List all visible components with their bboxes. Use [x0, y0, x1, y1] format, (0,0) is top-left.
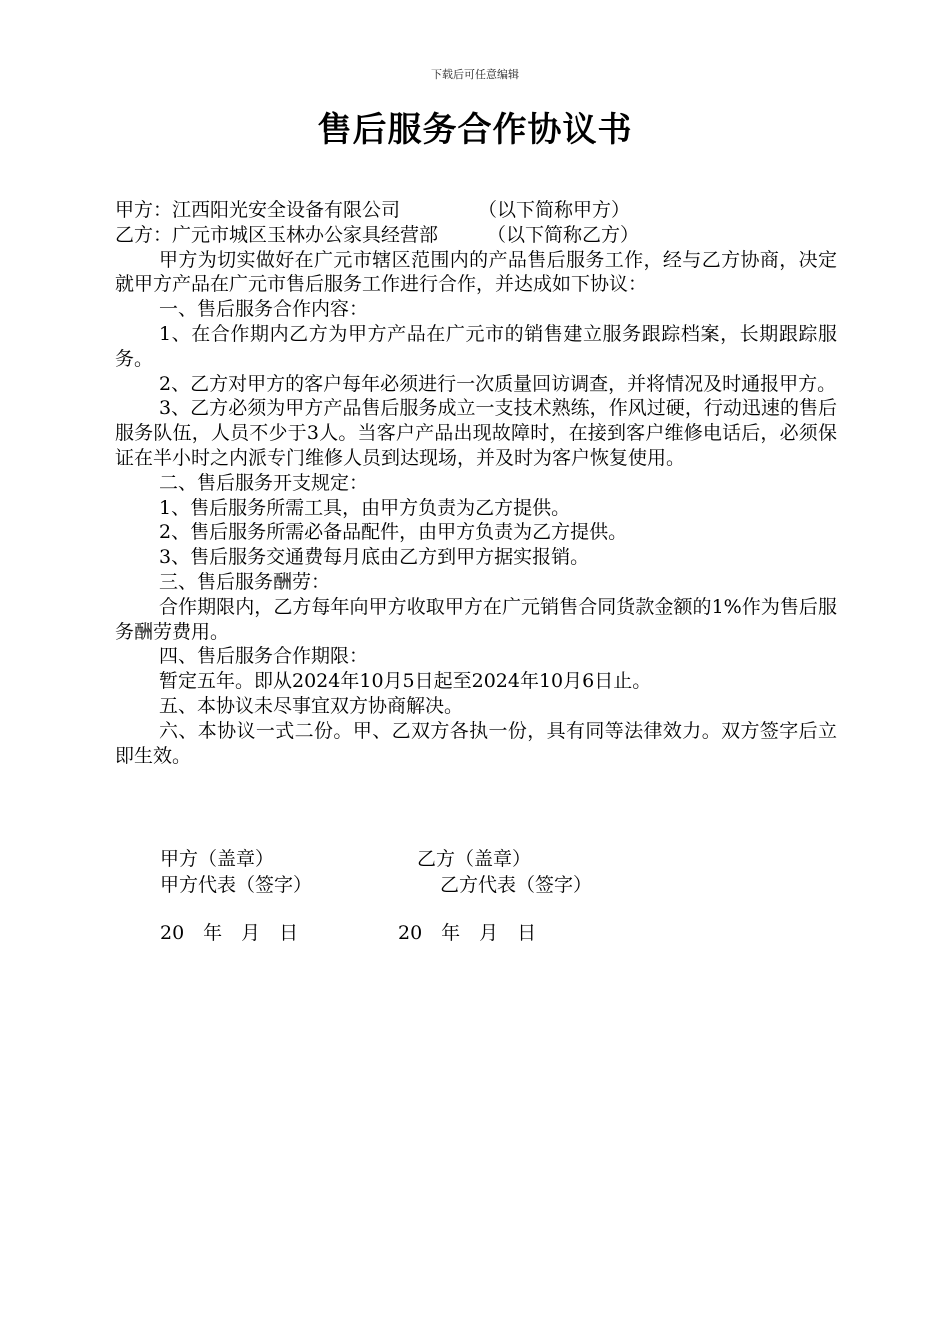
clause-5: 五、本协议未尽事宜双方协商解决。	[159, 694, 464, 717]
clause-6: 六、本协议一式二份。甲、乙双方各执一份，具有同等法律效力。双方签字后立即生效。	[115, 719, 837, 767]
clause-1-2: 2、乙方对甲方的客户每年必须进行一次质量回访调查，并将情况及时通报甲方。	[159, 372, 837, 395]
party-a-name: 甲方：江西阳光安全设备有限公司	[115, 199, 401, 221]
clause-2-3: 3、售后服务交通费每月底由乙方到甲方据实报销。	[159, 546, 590, 569]
party-a-seal: 甲方（盖章）	[160, 848, 275, 870]
paragraph-intro: 甲方为切实做好在广元市辖区范围内的产品售后服务工作，经与乙方协商，决定就甲方产品在广元市售后服务工作进行合作，并达成如下协议：	[115, 248, 837, 296]
clause-2-1: 1、售后服务所需工具，由甲方负责为乙方提供。	[159, 496, 571, 519]
clause-4-1: 暂定五年。即从2024年10月5日起至2024年10月6日止。	[159, 670, 652, 693]
date-row	[160, 920, 537, 946]
section-heading-4: 四、售后服务合作期限：	[159, 645, 369, 668]
party-b-line	[115, 223, 837, 248]
party-b-representative: 乙方代表（签字）	[440, 874, 593, 896]
document-title: 售后服务合作协议书	[317, 110, 633, 150]
party-a-date: 20 年 月 日	[160, 922, 299, 944]
agreement-body	[115, 198, 837, 768]
section-heading-3: 三、售后服务酬劳：	[159, 570, 331, 593]
section-heading-2: 二、售后服务开支规定：	[159, 471, 369, 494]
party-b-date: 20 年 月 日	[398, 922, 537, 944]
party-b-seal: 乙方（盖章）	[417, 848, 532, 870]
party-a-representative: 甲方代表（签字）	[160, 874, 313, 896]
representative-row	[160, 872, 593, 898]
clause-1-3: 3、乙方必须为甲方产品售后服务成立一支技术熟练，作风过硬，行动迅速的售后服务队伍，人员不少于3人。当客户产品出现故障时，在接到客户维修电话后，必须保证在半小时之内派专门维修人员到达现场，并及时为客户恢复使用。	[115, 397, 837, 469]
party-a-line	[115, 198, 837, 223]
party-b-name: 乙方：广元市城区玉林办公家具经营部	[115, 223, 439, 246]
clause-1-1: 1、在合作期内乙方为甲方产品在广元市的销售建立服务跟踪档案，长期跟踪服务。	[115, 322, 837, 370]
party-b-note: （以下简称乙方）	[487, 223, 640, 246]
section-heading-1: 一、售后服务合作内容：	[159, 298, 369, 321]
clause-2-2: 2、售后服务所需必备品配件，由甲方负责为乙方提供。	[159, 521, 628, 544]
clause-3-1: 合作期限内，乙方每年向甲方收取甲方在广元销售合同货款金额的1%作为售后服务酬劳费用。	[115, 595, 837, 643]
party-a-note: （以下简称甲方）	[478, 199, 631, 221]
seal-row	[160, 846, 532, 872]
header-note: 下载后可任意编辑	[431, 68, 519, 81]
